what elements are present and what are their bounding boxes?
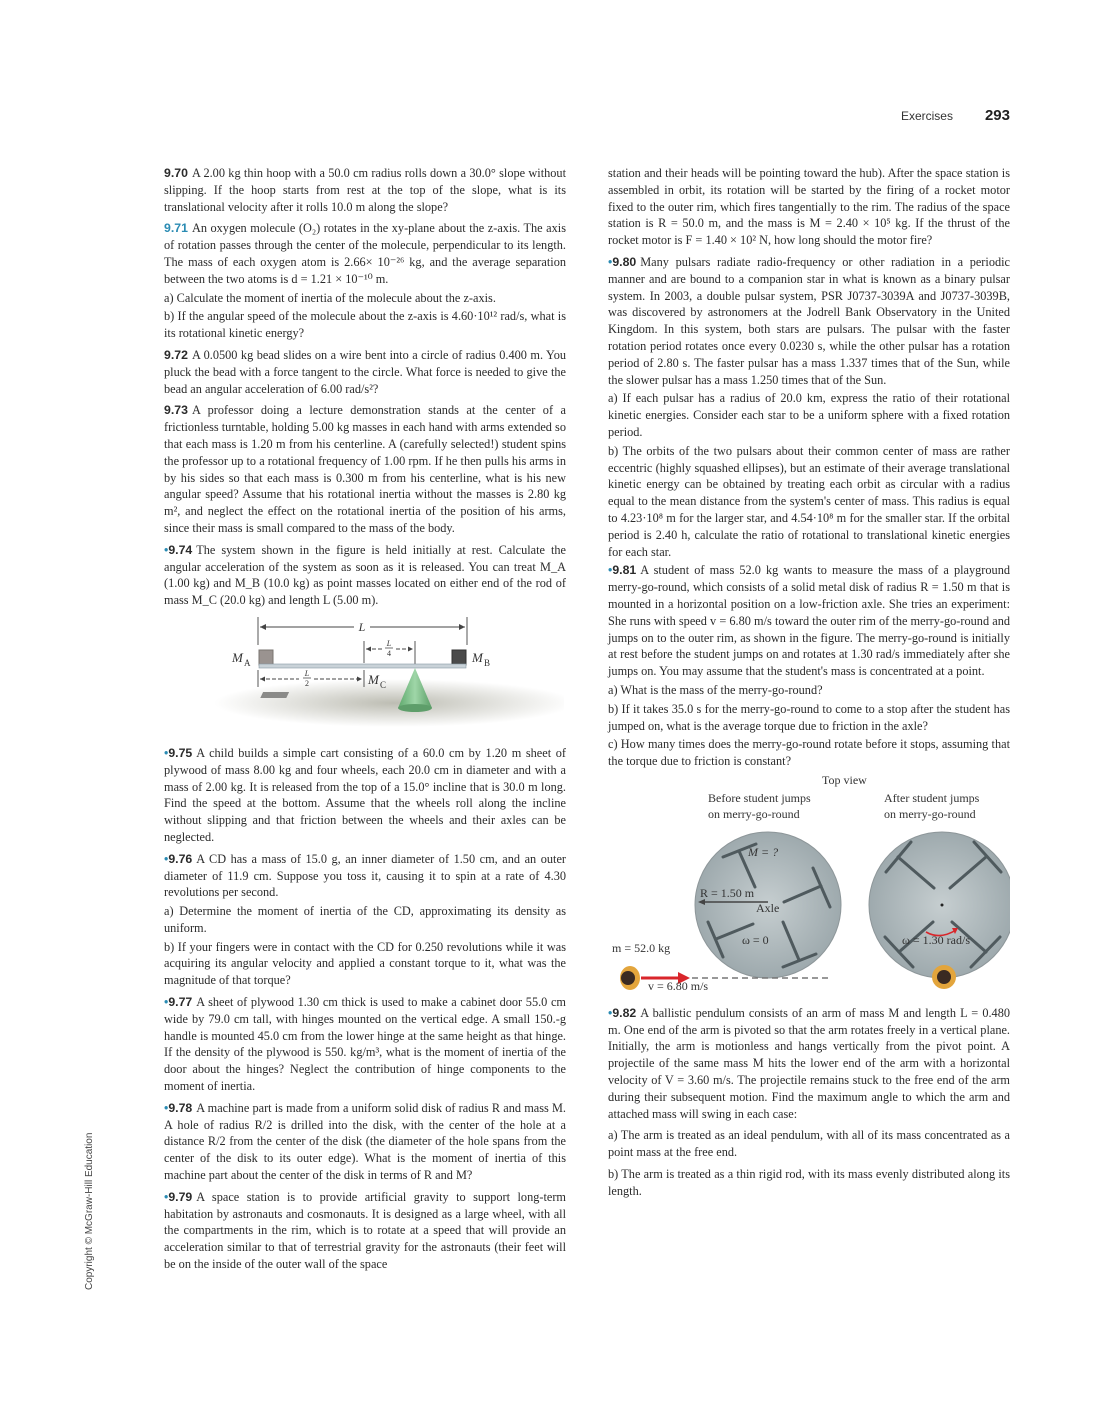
page-header [901, 107, 1010, 124]
merry-go-round-figure [608, 772, 1010, 997]
problem-9-77: •9.77 A sheet of plywood 1.30 cm thick is used to make a cabinet door 55.0 cm wide by 79.0 cm tall, with hinges mounted on the vertical edge. A small 150.-g handle is mounted 45.0 cm from the lower hinge at the same height as that hinge. If the density of the plywood is 550. kg/m³, what is the moment of inertia of the door about the hinges? Neglect the contribution of hinge components to the moment of inertia. [164, 995, 566, 1094]
omega-after-label: ω = 1.30 rad/s [902, 932, 970, 947]
svg-text:C: C [380, 679, 387, 690]
problem-9-80-b: b) The orbits of the two pulsars about their common center of mass are rather eccentric (highly squashed ellipses), but an estimate of their average translational kinetic energy can be obtained by treating each orbit as circular with a radius equal to the mean distance from the system's center of mass. This radius is equal to 4.23·10⁸ m for the larger star, and 4.54·10⁸ m for the smaller star. If the orbital period is 2.40 h, calculate the ratio of rotational to translational kinetic energies for each star. [608, 443, 1010, 559]
problem-9-82: •9.82 A ballistic pendulum consists of an arm of mass M and length L = 0.480 m. One end of the arm is pivoted so that the arm rotates freely in a vertical plane. Initially, the arm is motionless and hangs vertically from the pivot point. A projectile of the same mass M hits the lower end of the arm with a horizontal velocity of V = 3.60 m/s. The projectile remains stuck to the free end of the arm during their subsequent motion. Find the maximum angle to which the arm and attached mass will swing in each case: [608, 1005, 1010, 1121]
problem-9-80: •9.80 Many pulsars radiate radio-frequency or other radiation in a periodic manner and are bound to a companion star in what is known as a binary pulsar system. In 2003, a double pulsar system, PSR J0737-3039A and J0737-3039B, was discovered by astronomers at the Jodrell Bank Observatory in the United Kingdom. In this system, both stars are pulsars. The pulsar with the faster rotation period rotates once every 0.0230 s, while the other pulsar has a rotation period of 2.80 s. The faster pulsar has a mass 1.337 times that of the Sun, while the slower pulsar has a mass 1.250 times that of the Sun. [608, 254, 1010, 387]
problem-9-80-a: a) If each pulsar has a radius of 20.0 km, express the ratio of their rotational kinetic energies. Consider each star to be a uniform sphere with a fixed rotation period. [608, 391, 1010, 439]
svg-text:B: B [484, 657, 491, 668]
mass-unknown-label: M = ? [748, 844, 779, 859]
problem-9-71: 9.71 An oxygen molecule (O₂) rotates in the xy-plane about the z-axis. The axis of rotation passes through the center of the molecule, perpendicular to its length. The mass of each oxygen atom is 2.66× 10⁻²⁶ kg, and the average separation between the two atoms is d = 1.21 × 10⁻¹⁰ m. [164, 221, 566, 286]
problem-9-78: •9.78 A machine part is made from a uniform solid disk of radius R and mass M. A hole of radius R/2 is drilled into the disk, with the center of the hole at a distance R/2 from the center of the disk (the diameter of the hole spans from the center of the disk to its outer edge). What is the moment of inertia of this machine part about the center of the disk in terms of R and M? [164, 1100, 566, 1183]
problem-9-81: •9.81 A student of mass 52.0 kg wants to measure the mass of a playground merry-go-round, which consists of a solid metal disk of radius R = 1.50 m that is mounted in a horizontal position on a low-friction axle. She tries an experiment: She runs with speed v = 6.80 m/s toward the outer rim of the merry-go-round and jumps on to the outer rim, as shown in the figure. The merry-go-round is initially at rest before the student jumps on and rotates at 1.30 rad/s immediately after she jumps on. You may assume that the student's mass is concentrated at a point. [608, 563, 1010, 679]
svg-text:L: L [304, 668, 310, 678]
problem-9-81-c: c) How many times does the merry-go-round rotate before it stops, assuming that the torque due to friction is constant? [608, 737, 1010, 769]
omega-zero-label: ω = 0 [742, 932, 769, 947]
seesaw-figure [204, 615, 564, 735]
problem-9-71-a: a) Calculate the moment of inertia of the molecule about the z-axis. [164, 290, 496, 305]
student-speed-label: v = 6.80 m/s [648, 978, 709, 993]
problem-9-76-a: a) Determine the moment of inertia of the CD, approximating its density as uniform. [164, 904, 566, 935]
problem-9-75: •9.75 A child builds a simple cart consisting of a 60.0 cm by 1.20 m sheet of plywood of mass 8.00 kg and four wheels, each 20.0 cm in diameter and with a mass of 2.00 kg. It is released from the top of a 15.0° incline that is 30.0 m long. Find the speed at the bottom. Assume that the wheels roll along the incline without slipping and that friction between the wheels and their axles can be neglected. [164, 745, 566, 844]
seesaw-diagram-icon [204, 615, 564, 735]
problem-9-79: •9.79 A space station is to provide artificial gravity to support long-term habitation by astronauts and cosmonauts. It is designed as a large wheel, with all the compartments in the rim, which is to rotate at a speed that will provide an acceleration similar to that of terrestrial gravity for the astronauts (their feet will be on the inside of the outer wall of the space [164, 1189, 566, 1272]
figure-title: Top view [822, 772, 867, 787]
problem-9-81-b: b) If it takes 35.0 s for the merry-go-round to come to a stop after the student has jumped on, what is the average torque due to friction in the axle? [608, 701, 1010, 733]
left-column [164, 165, 566, 1278]
svg-text:M: M [472, 649, 483, 665]
copyright-notice: Copyright © McGraw-Hill Education [84, 1132, 95, 1290]
problem-9-71-b: b) If the angular speed of the molecule about the z-axis is 4.60·10¹² rad/s, what is its rotational kinetic energy? [164, 309, 566, 341]
student-mass-label: m = 52.0 kg [612, 940, 671, 955]
problem-9-81-a: a) What is the mass of the merry-go-round? [608, 682, 823, 697]
svg-text:M: M [232, 649, 243, 665]
axle-label: Axle [756, 900, 780, 915]
svg-text:A: A [244, 657, 251, 668]
after-label-line1: After student jumps [884, 790, 980, 805]
problem-9-76: •9.76 A CD has a mass of 15.0 g, an inner diameter of 1.50 cm, and an outer diameter of 11.9 cm. Suppose you toss it, causing it to spin at a rate of 4.30 revolutions per second. [164, 851, 566, 900]
svg-text:L: L [358, 619, 366, 634]
before-label-line1: Before student jumps [708, 790, 811, 805]
section-title: Exercises [900, 109, 953, 123]
right-column [608, 165, 1010, 1205]
problem-9-82-a: a) The arm is treated as an ideal pendulum, with all of its mass concentrated as a point mass at the free end. [608, 1128, 1010, 1160]
svg-text:L: L [386, 638, 392, 648]
svg-text:M: M [368, 671, 379, 687]
problem-9-74: •9.74 The system shown in the figure is held initially at rest. Calculate the angular acceleration of the system as soon as it is released. You can treat M_A (1.00 kg) and M_B (10.0 kg) as point masses located on either end of the rod of mass M_C (20.0 kg) and length L (5.00 m). [164, 542, 566, 608]
problem-9-76-b: b) If your fingers were in contact with the CD for 0.250 revolutions while it was acquiring its angular velocity and applied a constant torque to it, what was the magnitude of that torque? [164, 939, 566, 988]
problem-9-73: 9.73 A professor doing a lecture demonstration stands at the center of a frictionless turntable, holding 5.00 kg masses in each hand with arms extended so that each mass is 1.20 m from his centerline. A (carefully selected!) student spins the professor up to a rotational frequency of 1.00 rpm. If he then pulls his arms in by his sides so that each mass is 0.300 m from his centerline, what is his new angular speed? Assume that his rotational inertia without the masses is 2.80 kg m², and neglect the effect on the rotational inertia of the position of his arms, since their mass is small compared to the mass of the body. [164, 403, 566, 535]
before-label-line2: on merry-go-round [708, 806, 800, 821]
after-label-line2: on merry-go-round [884, 806, 976, 821]
problem-9-70: 9.70 A 2.00 kg thin hoop with a 50.0 cm radius rolls down a 30.0° slope without slipping. If the hoop starts from rest at the top of the slope, what is its translational velocity after it rolls 10.0 m along the slope? [164, 166, 566, 214]
svg-text:2: 2 [305, 678, 309, 688]
difficulty-dot-icon: • [164, 542, 169, 557]
problem-9-72: 9.72 A 0.0500 kg bead slides on a wire bent into a circle of radius 0.400 m. You pluck the bead with a force tangent to the circle. What force is needed to give the bead an angular acceleration of 6.00 rad/s²? [164, 347, 566, 396]
merry-go-round-diagram-icon [608, 772, 1010, 997]
page-number: 293 [984, 107, 1010, 124]
problem-9-82-b: b) The arm is treated as a thin rigid rod, with its mass evenly distributed along its length. [608, 1167, 1010, 1198]
radius-label: R = 1.50 m [700, 885, 755, 900]
svg-text:4: 4 [387, 648, 391, 658]
problem-9-79-continued: station and their heads will be pointing toward the hub). After the space station is assembled in orbit, its rotation will be started by the firing of a rocket motor fixed to the outer rim, which fires tangentially to the rim. The radius of the space station is R = 50.0 m, and the mass is M = 2.40 × 10⁵ kg. If the thrust of the rocket motor is F = 1.40 × 10² N, how long should the motor fire? [608, 166, 1010, 248]
